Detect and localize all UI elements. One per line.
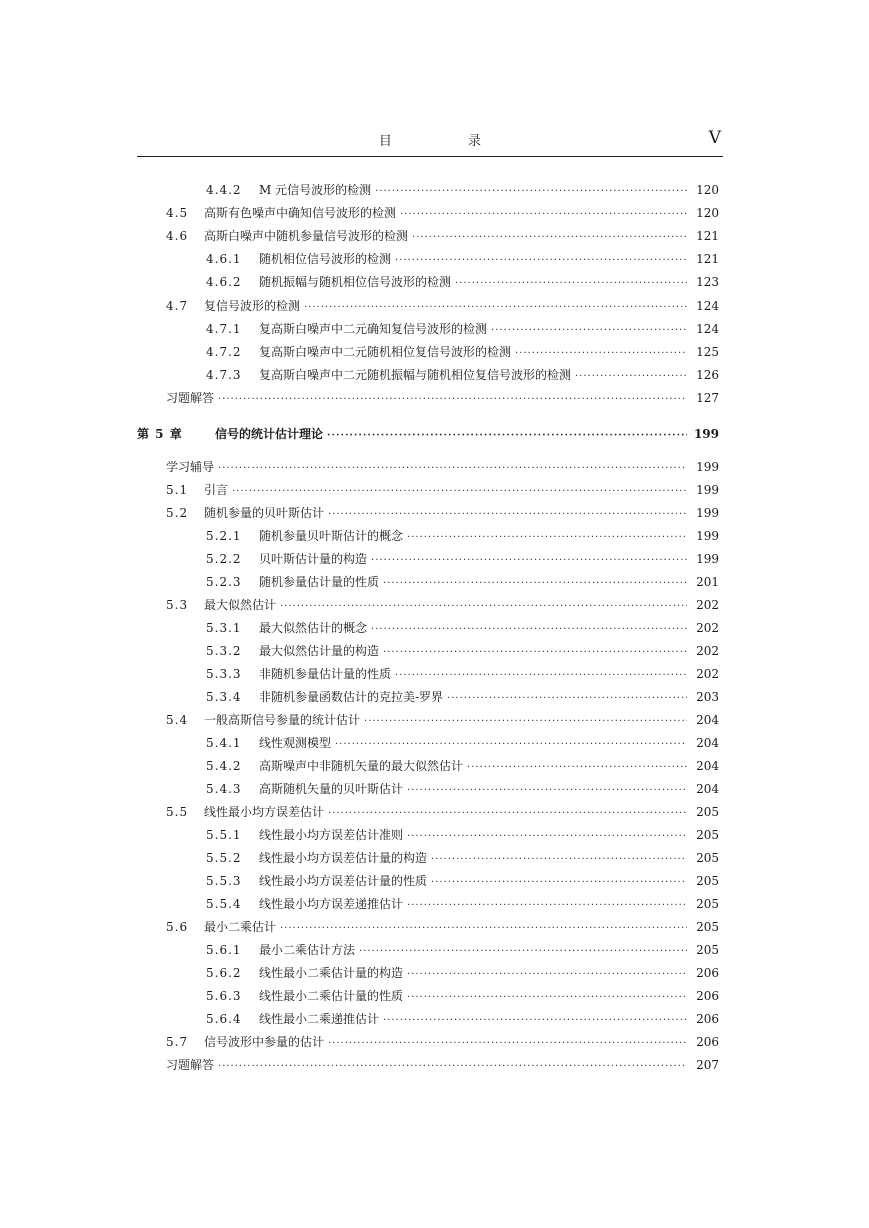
toc-number: 5.4.3: [206, 782, 242, 796]
dot-leader: [328, 1036, 687, 1052]
toc-entry: [206, 574, 719, 590]
toc-entry: [206, 689, 719, 705]
toc-number: 5.2.2: [206, 552, 242, 566]
toc-page-number: 202: [696, 644, 719, 658]
toc-entry: [206, 758, 719, 774]
toc-title: 最大似然估计: [204, 598, 277, 612]
toc-page-number: 206: [696, 989, 719, 1003]
toc-page-number: 206: [696, 966, 719, 980]
dot-leader: [328, 507, 687, 523]
toc-number: 5.1: [166, 483, 189, 497]
toc-entry: [166, 919, 719, 935]
toc-page-number: 202: [696, 667, 719, 681]
toc-title: 线性最小二乘估计量的构造: [259, 966, 404, 980]
toc-page-number: 204: [696, 736, 719, 750]
toc-page-number: 199: [696, 460, 719, 474]
toc-number: 5.3.4: [206, 690, 242, 704]
toc-entry: [166, 205, 719, 221]
toc-number: 5.5.3: [206, 874, 242, 888]
dot-leader: [218, 461, 687, 477]
toc-page-number: 205: [696, 851, 719, 865]
toc-entry: [206, 850, 719, 866]
dot-leader: [364, 714, 687, 730]
dot-leader: [575, 369, 687, 385]
toc-entry: [166, 298, 719, 314]
dot-leader: [371, 553, 687, 569]
toc-number: 5.7: [166, 1035, 189, 1049]
toc-entry: [206, 735, 719, 751]
dot-leader: [491, 323, 687, 339]
toc-page-number: 205: [696, 874, 719, 888]
toc-number: 5.2: [166, 506, 189, 520]
toc-entry: [166, 712, 719, 728]
page-header: [137, 126, 723, 157]
dot-leader: [304, 300, 687, 316]
toc-number: 5.5: [166, 805, 189, 819]
toc-number: 5.4.2: [206, 759, 242, 773]
toc-title: 线性最小均方误差估计准则: [259, 828, 404, 842]
dot-leader: [431, 875, 687, 891]
toc-number: 5.4: [166, 713, 189, 727]
toc-number: 4.6: [166, 229, 189, 243]
toc-page-number: 204: [696, 713, 719, 727]
toc-page-number: 205: [696, 897, 719, 911]
toc-page-number: 199: [696, 506, 719, 520]
toc-page-number: 125: [696, 345, 719, 359]
toc-entry: [206, 896, 719, 912]
toc-title: 最大似然估计量的构造: [259, 644, 380, 658]
toc-title: 线性最小均方误差递推估计: [259, 897, 404, 911]
toc-number: 5.3.2: [206, 644, 242, 658]
toc-title: 最小二乘估计方法: [259, 943, 356, 957]
dot-leader: [280, 921, 687, 937]
toc-entry: [166, 1057, 719, 1073]
toc-number: 5.6.2: [206, 966, 242, 980]
header-page-number: V: [708, 128, 721, 148]
toc-entry: [166, 228, 719, 244]
dot-leader: [232, 484, 687, 500]
toc-title: 最小二乘估计: [204, 920, 277, 934]
toc-title: 信号的统计估计理论: [215, 427, 324, 441]
toc-page-number: 207: [696, 1058, 719, 1072]
toc-number: 4.6.2: [206, 275, 242, 289]
dot-leader: [431, 852, 687, 868]
toc-page-number: 199: [696, 483, 719, 497]
toc-title: 线性观测模型: [259, 736, 332, 750]
toc-page-number: 199: [696, 529, 719, 543]
toc-page-number: 120: [696, 206, 719, 220]
toc-title: 最大似然估计的概念: [259, 621, 368, 635]
toc-entry: [166, 1034, 719, 1050]
toc-number: 5.6.1: [206, 943, 242, 957]
dot-leader: [328, 806, 687, 822]
toc-title: 复高斯白噪声中二元确知复信号波形的检测: [259, 322, 488, 336]
dot-leader: [375, 184, 687, 200]
dot-leader: [335, 737, 687, 753]
toc-title: 随机参量估计量的性质: [259, 575, 380, 589]
toc-page-number: 123: [696, 275, 719, 289]
toc-number: 5.5.4: [206, 897, 242, 911]
toc-entry: [206, 251, 719, 267]
toc-entry: [206, 643, 719, 659]
toc-title: 线性最小均方误差估计量的性质: [259, 874, 428, 888]
toc-title: 引言: [204, 483, 229, 497]
toc-entry: [206, 620, 719, 636]
toc-page-number: 203: [696, 690, 719, 704]
toc-number: 5.5.1: [206, 828, 242, 842]
toc-title: 随机振幅与随机相位信号波形的检测: [259, 275, 452, 289]
toc-page-number: 205: [696, 805, 719, 819]
toc-entry: [206, 344, 719, 360]
toc-number: 5.3.3: [206, 667, 242, 681]
dot-leader: [467, 760, 687, 776]
toc-title: 复高斯白噪声中二元随机振幅与随机相位复信号波形的检测: [259, 368, 572, 382]
toc-title: 线性最小均方误差估计量的构造: [259, 851, 428, 865]
toc-number: 第 5 章: [137, 427, 183, 441]
toc-page-number: 124: [696, 299, 719, 313]
toc-entry: [206, 965, 719, 981]
toc-page-number: 120: [696, 183, 719, 197]
toc-page-number: 199: [696, 552, 719, 566]
toc-title: 高斯随机矢量的贝叶斯估计: [259, 782, 404, 796]
dot-leader: [407, 990, 687, 1006]
toc-entry: [206, 827, 719, 843]
toc-title: 复信号波形的检测: [204, 299, 301, 313]
toc-entry: [206, 988, 719, 1004]
toc-number: 5.2.1: [206, 529, 242, 543]
dot-leader: [455, 276, 687, 292]
toc-title: 习题解答: [166, 1058, 215, 1072]
dot-leader: [383, 645, 687, 661]
toc-number: 5.6.4: [206, 1012, 242, 1026]
dot-leader: [383, 1013, 687, 1029]
dot-leader: [407, 530, 687, 546]
toc-entry: [166, 597, 719, 613]
toc-page-number: 206: [696, 1012, 719, 1026]
toc-chapter: [137, 426, 719, 442]
toc-page-number: 204: [696, 782, 719, 796]
dot-leader: [447, 691, 687, 707]
toc-title: 高斯有色噪声中确知信号波形的检测: [204, 206, 397, 220]
toc-entry: [206, 182, 719, 198]
toc-number: 4.7.2: [206, 345, 242, 359]
toc-page-number: 126: [696, 368, 719, 382]
toc-entry: [166, 505, 719, 521]
toc-title: 线性最小二乘递推估计: [259, 1012, 380, 1026]
toc-page-number: 121: [696, 252, 719, 266]
toc-entry: [206, 551, 719, 567]
dot-leader: [407, 829, 687, 845]
dot-leader: [400, 207, 687, 223]
dot-leader: [407, 898, 687, 914]
dot-leader: [383, 576, 687, 592]
toc-page-number: 199: [693, 427, 719, 441]
toc-number: 5.3.1: [206, 621, 242, 635]
toc-page-number: 206: [696, 1035, 719, 1049]
dot-leader: [407, 967, 687, 983]
dot-leader: [395, 668, 687, 684]
toc-page-number: 124: [696, 322, 719, 336]
toc-title: 学习辅导: [166, 460, 215, 474]
toc-page-number: 127: [696, 391, 719, 405]
toc-entry: [166, 390, 719, 406]
toc-title: 复高斯白噪声中二元随机相位复信号波形的检测: [259, 345, 512, 359]
dot-leader: [327, 428, 687, 444]
dot-leader: [515, 346, 687, 362]
dot-leader: [359, 944, 687, 960]
toc-number: 4.6.1: [206, 252, 242, 266]
toc-entry: [206, 873, 719, 889]
toc-title: 信号波形中参量的估计: [204, 1035, 325, 1049]
toc-page-number: 205: [696, 943, 719, 957]
toc-number: 5.5.2: [206, 851, 242, 865]
toc-entry: [206, 1011, 719, 1027]
toc-title: 非随机参量函数估计的克拉美-罗界: [259, 690, 444, 704]
toc-title: 非随机参量估计量的性质: [259, 667, 392, 681]
toc-page-number: 202: [696, 598, 719, 612]
toc-title: 随机相位信号波形的检测: [259, 252, 392, 266]
toc-page-number: 121: [696, 229, 719, 243]
toc-number: 5.3: [166, 598, 189, 612]
dot-leader: [407, 783, 687, 799]
toc-number: 4.7.1: [206, 322, 242, 336]
toc-entry: [206, 528, 719, 544]
toc-number: 5.2.3: [206, 575, 242, 589]
dot-leader: [371, 622, 687, 638]
toc-page-number: 202: [696, 621, 719, 635]
toc-title: 习题解答: [166, 391, 215, 405]
toc-title: 随机参量贝叶斯估计的概念: [259, 529, 404, 543]
toc-number: 4.5: [166, 206, 189, 220]
toc-title: M 元信号波形的检测: [259, 183, 372, 197]
toc-number: 4.7.3: [206, 368, 242, 382]
dot-leader: [412, 230, 687, 246]
toc-title: 一般高斯信号参量的统计估计: [204, 713, 361, 727]
toc-entry: [206, 367, 719, 383]
toc-number: 4.7: [166, 299, 189, 313]
toc-entry: [166, 804, 719, 820]
toc-entry: [166, 459, 719, 475]
dot-leader: [218, 1059, 687, 1075]
toc-entry: [206, 781, 719, 797]
toc-entry: [206, 274, 719, 290]
toc-title: 随机参量的贝叶斯估计: [204, 506, 325, 520]
toc-entry: [206, 666, 719, 682]
toc-entry: [206, 942, 719, 958]
dot-leader: [218, 392, 687, 408]
toc-entry: [166, 482, 719, 498]
toc-title: 高斯白噪声中随机参量信号波形的检测: [204, 229, 409, 243]
dot-leader: [395, 253, 687, 269]
toc-page-number: 205: [696, 828, 719, 842]
toc-number: 4.4.2: [206, 183, 242, 197]
toc-number: 5.4.1: [206, 736, 242, 750]
toc-number: 5.6: [166, 920, 189, 934]
toc-page-number: 205: [696, 920, 719, 934]
dot-leader: [280, 599, 687, 615]
header-title: 目 录: [378, 134, 518, 149]
toc-entry: [206, 321, 719, 337]
toc-title: 线性最小二乘估计量的性质: [259, 989, 404, 1003]
toc-number: 5.6.3: [206, 989, 242, 1003]
toc-page-number: 204: [696, 759, 719, 773]
toc-title: 贝叶斯估计量的构造: [259, 552, 368, 566]
toc-title: 高斯噪声中非随机矢量的最大似然估计: [259, 759, 464, 773]
toc-page-number: 201: [696, 575, 719, 589]
toc-title: 线性最小均方误差估计: [204, 805, 325, 819]
